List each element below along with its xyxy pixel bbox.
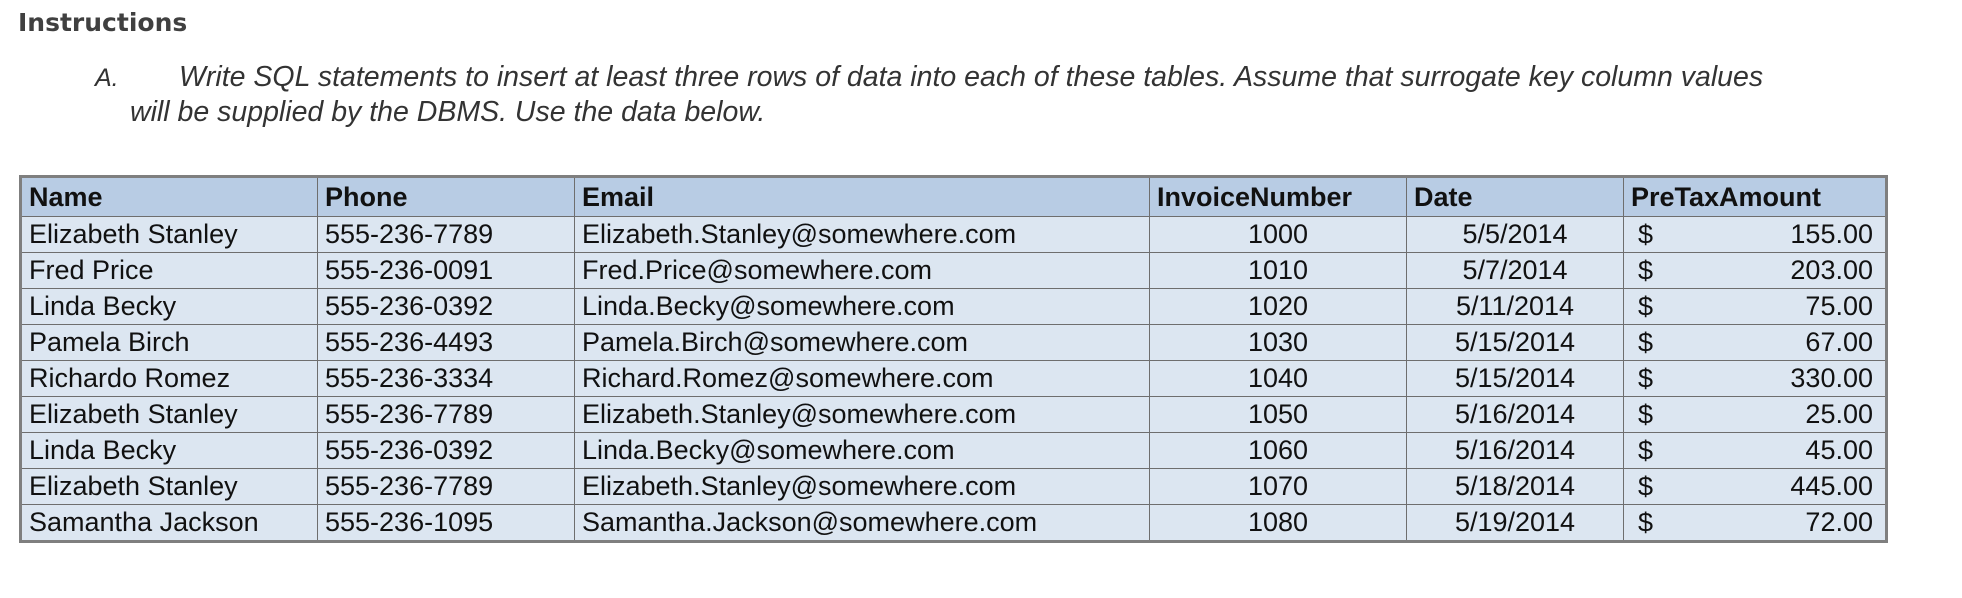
amount-value: 203.00: [1790, 255, 1873, 285]
table-row: [21, 469, 1887, 505]
instruction-text: [95, 60, 1925, 129]
currency-symbol: $: [1638, 363, 1654, 393]
cell-phone: 555-236-3334: [318, 361, 575, 397]
cell-phone: 555-236-0392: [318, 289, 575, 325]
cell-pretax-amount: [1624, 217, 1887, 253]
cell-invoice-number: 1070: [1150, 469, 1407, 505]
cell-name: Samantha Jackson: [21, 505, 318, 542]
cell-pretax-amount: [1624, 433, 1887, 469]
cell-phone: 555-236-7789: [318, 217, 575, 253]
amount-value: 330.00: [1790, 363, 1873, 393]
cell-name: Elizabeth Stanley: [21, 217, 318, 253]
cell-invoice-number: 1010: [1150, 253, 1407, 289]
currency-symbol: $: [1638, 399, 1654, 429]
cell-date: 5/15/2014: [1407, 325, 1624, 361]
cell-date: 5/7/2014: [1407, 253, 1624, 289]
cell-pretax-amount: [1624, 289, 1887, 325]
currency-symbol: $: [1638, 255, 1654, 285]
cell-email: Pamela.Birch@somewhere.com: [575, 325, 1150, 361]
cell-email: Linda.Becky@somewhere.com: [575, 289, 1150, 325]
amount-value: 67.00: [1805, 327, 1873, 357]
cell-name: Elizabeth Stanley: [21, 469, 318, 505]
amount-value: 75.00: [1805, 291, 1873, 321]
table-header-row: [21, 177, 1887, 217]
amount-value: 25.00: [1805, 399, 1873, 429]
instruction-line-1: Write SQL statements to insert at least three rows of data into each of these tables. Assume that surrogate key column values: [179, 61, 1764, 93]
currency-symbol: $: [1638, 471, 1654, 501]
column-header-invoice-number: InvoiceNumber: [1150, 177, 1407, 217]
cell-date: 5/11/2014: [1407, 289, 1624, 325]
cell-pretax-amount: [1624, 505, 1887, 542]
table-row: [21, 289, 1887, 325]
cell-email: Samantha.Jackson@somewhere.com: [575, 505, 1150, 542]
cell-name: Linda Becky: [21, 289, 318, 325]
instruction-marker: A.: [95, 64, 119, 92]
currency-symbol: $: [1638, 435, 1654, 465]
cell-pretax-amount: [1624, 469, 1887, 505]
cell-date: 5/15/2014: [1407, 361, 1624, 397]
cell-name: Fred Price: [21, 253, 318, 289]
cell-invoice-number: 1030: [1150, 325, 1407, 361]
table-row: [21, 325, 1887, 361]
cell-invoice-number: 1080: [1150, 505, 1407, 542]
table-row: [21, 505, 1887, 542]
amount-value: 72.00: [1805, 507, 1873, 537]
cell-name: Pamela Birch: [21, 325, 318, 361]
column-header-pretax-amount: PreTaxAmount: [1624, 177, 1887, 217]
amount-value: 445.00: [1790, 471, 1873, 501]
cell-date: 5/16/2014: [1407, 397, 1624, 433]
currency-symbol: $: [1638, 219, 1654, 249]
currency-symbol: $: [1638, 291, 1654, 321]
cell-name: Elizabeth Stanley: [21, 397, 318, 433]
amount-value: 45.00: [1805, 435, 1873, 465]
cell-pretax-amount: [1624, 325, 1887, 361]
section-heading: Instructions: [18, 8, 188, 37]
column-header-date: Date: [1407, 177, 1624, 217]
column-header-email: Email: [575, 177, 1150, 217]
cell-invoice-number: 1040: [1150, 361, 1407, 397]
column-header-name: Name: [21, 177, 318, 217]
cell-pretax-amount: [1624, 397, 1887, 433]
invoice-data-table: [19, 175, 1888, 543]
cell-name: Linda Becky: [21, 433, 318, 469]
cell-phone: 555-236-0091: [318, 253, 575, 289]
cell-pretax-amount: [1624, 361, 1887, 397]
cell-email: Linda.Becky@somewhere.com: [575, 433, 1150, 469]
cell-date: 5/18/2014: [1407, 469, 1624, 505]
cell-email: Richard.Romez@somewhere.com: [575, 361, 1150, 397]
table-row: [21, 397, 1887, 433]
table-row: [21, 217, 1887, 253]
amount-value: 155.00: [1790, 219, 1873, 249]
cell-invoice-number: 1020: [1150, 289, 1407, 325]
cell-pretax-amount: [1624, 253, 1887, 289]
table-row: [21, 253, 1887, 289]
table-row: [21, 433, 1887, 469]
cell-date: 5/5/2014: [1407, 217, 1624, 253]
cell-date: 5/19/2014: [1407, 505, 1624, 542]
cell-phone: 555-236-0392: [318, 433, 575, 469]
cell-email: Elizabeth.Stanley@somewhere.com: [575, 217, 1150, 253]
cell-phone: 555-236-1095: [318, 505, 575, 542]
cell-invoice-number: 1000: [1150, 217, 1407, 253]
cell-phone: 555-236-4493: [318, 325, 575, 361]
cell-date: 5/16/2014: [1407, 433, 1624, 469]
cell-email: Fred.Price@somewhere.com: [575, 253, 1150, 289]
cell-name: Richardo Romez: [21, 361, 318, 397]
column-header-phone: Phone: [318, 177, 575, 217]
cell-invoice-number: 1050: [1150, 397, 1407, 433]
cell-invoice-number: 1060: [1150, 433, 1407, 469]
cell-email: Elizabeth.Stanley@somewhere.com: [575, 397, 1150, 433]
instruction-line-2: will be supplied by the DBMS. Use the data below.: [130, 96, 766, 128]
cell-phone: 555-236-7789: [318, 469, 575, 505]
cell-phone: 555-236-7789: [318, 397, 575, 433]
currency-symbol: $: [1638, 327, 1654, 357]
table-row: [21, 361, 1887, 397]
cell-email: Elizabeth.Stanley@somewhere.com: [575, 469, 1150, 505]
currency-symbol: $: [1638, 507, 1654, 537]
